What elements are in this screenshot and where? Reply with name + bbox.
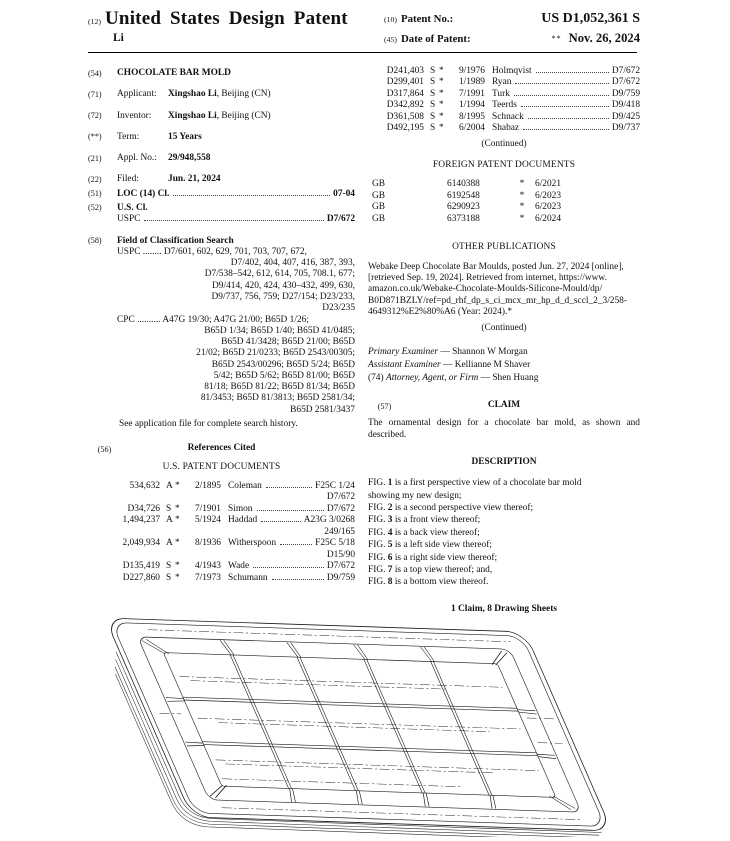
ref-number: D227,860 — [122, 572, 160, 583]
ref-name: Holmqvist — [492, 66, 532, 76]
dotted-leader — [266, 487, 312, 488]
figure-descriptions — [368, 477, 640, 589]
dotted-leader — [528, 118, 609, 119]
ref-class: D7/672 — [611, 66, 640, 76]
ref-star: * — [439, 111, 444, 122]
ref-star: * — [175, 561, 180, 572]
us-references-list-cont — [368, 66, 640, 135]
foreign-ref-row — [368, 202, 640, 213]
chocolate-bar-mold-figure — [0, 592, 730, 837]
dotted-leader — [523, 129, 609, 130]
fig-text: is a bottom view thereof. — [392, 577, 489, 588]
search-field-label: Field of Classification Search — [117, 235, 234, 246]
ref-class: D9/418 — [611, 100, 640, 111]
field-code: (54) — [88, 68, 102, 78]
uspc-line: D9/414, 420, 424, 430–432, 499, 630, — [212, 280, 355, 291]
fig-prefix: FIG. — [368, 540, 388, 551]
foreign-patents-heading: FOREIGN PATENT DOCUMENTS — [432, 160, 576, 171]
search-history-note: See application file for complete search history. — [119, 419, 298, 430]
ref-number: 534,632 — [129, 480, 160, 491]
right-column — [368, 66, 640, 615]
fig-line — [368, 552, 640, 564]
country-code: GB — [372, 213, 386, 224]
filed-date: Jun. 21, 2024 — [168, 174, 221, 185]
field-code: (74) — [368, 372, 384, 383]
foreign-ref-row — [368, 179, 640, 190]
applicant-location: , Beijing (CN) — [216, 89, 271, 100]
claim-sheet-count: 1 Claim, 8 Drawing Sheets — [451, 603, 557, 614]
uspc-line: D7/402, 404, 407, 416, 387, 393, — [230, 258, 355, 269]
field-71-applicant — [88, 89, 355, 100]
dotted-leader — [272, 579, 324, 580]
applicant-name: Xingshao Li — [168, 89, 217, 100]
loc-value: 07-04 — [333, 188, 355, 199]
us-ref-row — [368, 66, 640, 77]
ref-kind: S — [430, 100, 436, 111]
term-value: 15 Years — [168, 131, 202, 142]
ref-number: D317,864 — [386, 88, 424, 99]
cpc-line: CPC .......... A47G 19/30; A47G 21/00; B65D 1/26; — [117, 314, 309, 325]
inventor-label: Inventor: — [117, 110, 152, 121]
ref-class: D7/672 — [611, 77, 640, 88]
ref-star: * — [439, 88, 444, 99]
fig-number: 5 — [387, 540, 393, 551]
ref-name: Coleman — [228, 480, 262, 491]
fig-line — [368, 490, 640, 502]
ref-class-cont: D15/90 — [326, 549, 355, 560]
ref-name: Turk — [492, 88, 510, 99]
references-cited-heading — [88, 443, 355, 454]
examiner-block — [368, 347, 640, 384]
fig-number: 1 — [387, 478, 393, 489]
fig-prefix: FIG. — [368, 515, 388, 526]
fig-text: showing my new design; — [368, 490, 462, 501]
ref-class-cont: 249/165 — [324, 526, 355, 537]
fig-line — [368, 576, 640, 588]
ref-name: Witherspoon — [228, 538, 277, 549]
patent-date-value: Nov. 26, 2024 — [568, 30, 640, 45]
ref-number: 2,049,934 — [122, 538, 160, 549]
fig-number: 8 — [387, 577, 393, 588]
us-ref-row — [88, 515, 355, 526]
ref-date: 8/1936 — [194, 538, 221, 549]
us-ref-row — [368, 112, 640, 123]
dotted-leader — [253, 567, 324, 568]
us-references-list — [88, 481, 355, 584]
fig-number: 2 — [387, 502, 393, 513]
foreign-ref-row — [368, 214, 640, 225]
cpc-line: 5/42; B65D 5/62; B65D 81/00; B65D — [213, 370, 355, 381]
claim-heading — [368, 400, 640, 411]
ref-date: 2/1895 — [194, 480, 221, 491]
fig-line — [368, 564, 640, 576]
ref-class: D9/737 — [611, 123, 640, 134]
ref-number: 6140388 — [447, 179, 480, 190]
primary-examiner-line — [368, 347, 640, 358]
ref-kind: S — [430, 123, 436, 134]
attorney-label: Attorney, Agent, or Firm — [385, 372, 479, 383]
us-ref-row — [368, 77, 640, 88]
field-code: (71) — [88, 89, 102, 99]
dotted-leader — [536, 72, 609, 73]
inventor-name: Xingshao Li — [168, 110, 217, 121]
fig-number: 4 — [387, 527, 393, 538]
ref-number: D135,419 — [122, 561, 160, 572]
field-51-loc — [88, 189, 355, 200]
description-heading — [368, 457, 640, 468]
double-asterisk: ** — [551, 33, 562, 43]
field-22-filed — [88, 174, 355, 185]
cpc-line: B65D 1/34; B65D 1/40; B65D 41/0485; — [204, 325, 355, 336]
references-cited-title: References Cited — [187, 443, 256, 454]
publication-line: 4649312%E2%80%A6 (Year: 2024).* — [368, 307, 513, 318]
uspc-line: USPC ........ D7/601, 602, 629, 701, 703, 707, 672, — [117, 246, 307, 257]
attorney-name: — Shen Huang — [478, 372, 539, 383]
left-column — [88, 68, 355, 584]
field-code: (51) — [88, 189, 102, 199]
primary-examiner-name: — Shannon W Morgan — [438, 347, 528, 358]
fig-text: is a front view thereof; — [392, 515, 481, 526]
field-code: (22) — [88, 174, 102, 184]
publication-line: Webake Deep Chocolate Bar Moulds, posted Jun. 27, 2024 [online], — [368, 261, 624, 272]
publication-line: amazon.co.uk/Webake-Chocolate-Moulds-Silicone-Mould/dp/ — [368, 284, 603, 295]
ref-date: 9/1976 — [458, 66, 485, 76]
field-code: (56) — [97, 444, 112, 454]
ref-star: * — [439, 77, 444, 88]
patent-number-row — [384, 11, 640, 28]
ref-date: 6/2023 — [535, 190, 562, 201]
ref-class: F25C 5/18 — [315, 538, 355, 549]
ref-date: 6/2024 — [535, 213, 562, 224]
foreign-ref-row — [368, 191, 640, 202]
ref-class: D9/759 — [611, 88, 640, 99]
ref-number: D492,195 — [386, 123, 424, 134]
fig-prefix: FIG. — [368, 527, 388, 538]
field-54-title — [88, 68, 355, 79]
publication-line: B0D871BZLY/ref=pd_rhf_dp_s_ci_mcx_mr_hp_d_d_sccl_2_3/258- — [368, 295, 627, 306]
us-ref-row — [368, 100, 640, 111]
continued-label: (Continued) — [481, 322, 527, 333]
ref-date: 6/2021 — [535, 179, 562, 190]
ref-number: 6290923 — [447, 202, 480, 213]
field-code-10: (10) — [384, 15, 397, 24]
assistant-examiner-label: Assistant Examiner — [368, 359, 441, 370]
fig-line — [368, 477, 640, 489]
us-ref-row — [88, 538, 355, 549]
fig-text: is a first perspective view of a chocolate bar mold — [392, 478, 582, 489]
ref-number: D34,726 — [127, 503, 160, 514]
fig-text: is a second perspective view thereof; — [392, 502, 534, 513]
assistant-examiner-line — [368, 360, 640, 371]
ref-name: Haddad — [228, 515, 258, 526]
ref-name: Teerds — [492, 100, 517, 111]
publication-line: [retrieved Sep. 19, 2024]. Retrieved from internet, https://www. — [368, 273, 607, 283]
ref-date: 7/1901 — [194, 503, 221, 514]
attorney-line — [368, 373, 640, 384]
cpc-line: 21/02; B65D 21/0233; B65D 2543/00305; — [196, 348, 355, 359]
dotted-leader — [144, 220, 323, 221]
fig-number: 3 — [387, 515, 393, 526]
dotted-leader — [261, 521, 301, 522]
fig-line — [368, 527, 640, 539]
ref-kind: S — [430, 77, 436, 88]
inventor-surname: Li — [113, 31, 124, 44]
ref-date: 6/2004 — [458, 123, 485, 134]
ref-kind: S — [166, 561, 172, 572]
appl-no-value: 29/948,558 — [168, 153, 211, 164]
ref-date: 4/1943 — [194, 561, 221, 572]
ref-number: 6373188 — [447, 213, 480, 224]
ref-star: * — [439, 100, 444, 111]
ref-number: D342,892 — [386, 100, 424, 111]
fig-prefix: FIG. — [368, 552, 388, 563]
page-title: United States Design Patent — [105, 8, 348, 29]
mold-shading — [123, 629, 600, 820]
fig-prefix: FIG. — [368, 577, 388, 588]
ref-class: F25C 1/24 — [315, 480, 355, 491]
invention-title: CHOCOLATE BAR MOLD — [117, 68, 231, 78]
field-72-inventor — [88, 111, 355, 122]
cpc-line: 81/18; B65D 81/22; B65D 81/34; B65D — [204, 382, 355, 393]
ref-star: * — [175, 538, 180, 549]
ref-date: 7/1973 — [194, 572, 221, 583]
dotted-leader — [280, 544, 312, 545]
ref-name: Simon — [228, 503, 253, 514]
ref-kind: A — [166, 480, 173, 491]
field-code: (**) — [88, 132, 102, 142]
publication-citation — [368, 262, 640, 319]
fig-text: is a top view thereof; and, — [392, 564, 493, 575]
header-divider — [88, 52, 637, 53]
country-code: GB — [372, 179, 386, 190]
ref-date: 1/1994 — [458, 100, 485, 111]
fig-line — [368, 502, 640, 514]
patent-date-label: Date of Patent: — [401, 32, 471, 45]
field-code: (21) — [88, 153, 102, 163]
fig-number: 6 — [387, 552, 393, 563]
us-ref-row — [88, 573, 355, 584]
ref-class: A23G 3/0268 — [303, 515, 355, 526]
dotted-leader — [515, 83, 608, 84]
uspc-search-block — [117, 247, 355, 315]
dotted-leader — [514, 95, 609, 96]
ref-name: Ryan — [492, 77, 512, 88]
header-right — [384, 11, 640, 49]
us-ref-row — [88, 504, 355, 515]
fig-line — [368, 514, 640, 526]
ref-kind: S — [166, 572, 172, 583]
assistant-examiner-name: — Kellianne M Shaver — [440, 359, 531, 370]
ref-name: Shabaz — [492, 123, 520, 134]
ref-star: * — [439, 123, 444, 134]
ref-date: 6/2023 — [535, 202, 562, 213]
field-code: (58) — [88, 236, 102, 246]
uspc-line: D23/235 — [322, 303, 355, 314]
ref-number: D299,401 — [386, 77, 424, 88]
cpc-search-block — [117, 315, 355, 417]
ref-number: D361,508 — [386, 111, 424, 122]
field-58-search — [88, 236, 355, 431]
inventor-location: , Beijing (CN) — [216, 110, 271, 121]
claim-title: CLAIM — [487, 400, 521, 410]
fig-text: is a back view thereof; — [392, 527, 480, 538]
ref-star: * — [175, 503, 180, 514]
ref-star: * — [175, 480, 180, 491]
ref-number: D241,403 — [386, 66, 424, 76]
field-term — [88, 132, 355, 143]
uspc-line: D7/538–542, 612, 614, 705, 708.1, 677; — [204, 269, 355, 280]
us-ref-row — [88, 481, 355, 492]
patent-number-label: Patent No.: — [401, 13, 454, 25]
mold-grid — [140, 638, 579, 811]
ref-date: 1/1989 — [458, 77, 485, 88]
dotted-leader — [257, 510, 324, 511]
ref-kind: S — [166, 503, 172, 514]
us-ref-row — [88, 561, 355, 572]
fig-number: 7 — [387, 564, 393, 575]
ref-name: Schumann — [228, 572, 268, 583]
patent-date-row — [384, 31, 640, 46]
uspc-line: D9/737, 756, 759; D27/154; D23/233, — [211, 291, 355, 302]
ref-date: 8/1995 — [458, 111, 485, 122]
foreign-references-list — [368, 179, 640, 225]
ref-number: 1,494,237 — [122, 515, 160, 526]
ref-number: 6192548 — [447, 190, 480, 201]
loc-label: LOC (14) Cl. — [117, 188, 170, 199]
term-label: Term: — [117, 131, 140, 142]
kind-code: (12) — [88, 17, 101, 26]
header-left — [88, 8, 388, 46]
continued-label: (Continued) — [481, 138, 527, 149]
field-21-appl-no — [88, 153, 355, 164]
fig-prefix: FIG. — [368, 564, 388, 575]
country-code: GB — [372, 190, 386, 201]
field-code: (57) — [377, 401, 392, 411]
mold-outline — [91, 618, 617, 837]
fig-prefix: FIG. — [368, 478, 388, 489]
figure-1-drawing — [0, 592, 730, 837]
cpc-line: 81/3453; B65D 81/3813; B65D 2581/34; — [200, 393, 355, 404]
us-ref-row — [368, 89, 640, 100]
cpc-line: B65D 2581/3437 — [290, 404, 355, 415]
fig-text: is a right side view thereof; — [392, 552, 498, 563]
ref-class: D9/759 — [326, 572, 355, 583]
ref-star: * — [175, 572, 180, 583]
ref-star: * — [519, 213, 525, 224]
ref-kind: A — [166, 538, 173, 549]
ref-star: * — [175, 515, 180, 526]
other-publications-heading: OTHER PUBLICATIONS — [452, 242, 556, 253]
ref-kind: S — [430, 66, 436, 76]
ref-date: 5/1924 — [194, 515, 221, 526]
ref-name: Wade — [228, 561, 250, 572]
field-code: (52) — [88, 203, 102, 213]
filed-label: Filed: — [117, 174, 139, 185]
uspc-value: D7/672 — [326, 214, 355, 225]
fig-prefix: FIG. — [368, 502, 388, 513]
uspc-label: USPC — [117, 214, 141, 225]
cpc-line: B65D 2543/00296; B65D 5/24; B65D — [211, 359, 355, 370]
ref-star: * — [519, 202, 525, 213]
ref-star: * — [519, 179, 525, 190]
ref-date: 7/1991 — [458, 88, 485, 99]
ref-star: * — [439, 66, 444, 76]
fig-text: is a left side view thereof; — [392, 540, 492, 551]
appl-no-label: Appl. No.: — [117, 153, 157, 164]
dotted-leader — [521, 106, 609, 107]
field-52-us-cl — [88, 203, 355, 226]
us-ref-row — [368, 123, 640, 134]
field-code-45: (45) — [384, 34, 397, 44]
country-code: GB — [372, 202, 386, 213]
ref-class: D7/672 — [326, 503, 355, 514]
ref-name: Schnack — [492, 111, 524, 122]
ref-kind: A — [166, 515, 173, 526]
ref-kind: S — [430, 88, 436, 99]
description-title: DESCRIPTION — [471, 456, 537, 467]
us-cl-label: U.S. Cl. — [117, 202, 148, 213]
fig-line — [368, 539, 640, 551]
ref-class-cont: D7/672 — [326, 492, 355, 503]
claim-text: The ornamental design for a chocolate bar mold, as shown and described. — [368, 418, 640, 440]
primary-examiner-label: Primary Examiner — [368, 347, 439, 358]
ref-class: D9/425 — [611, 111, 640, 122]
dotted-leader — [173, 195, 330, 196]
us-patent-documents-heading: U.S. PATENT DOCUMENTS — [162, 461, 281, 472]
patent-number-value: US D1,052,361 S — [541, 11, 640, 26]
ref-star: * — [519, 190, 525, 201]
ref-kind: S — [430, 111, 436, 122]
ref-class: D7/672 — [326, 561, 355, 572]
cpc-line: B65D 41/3428; B65D 21/00; B65D — [221, 337, 355, 348]
applicant-label: Applicant: — [117, 89, 157, 100]
field-code: (72) — [88, 111, 102, 121]
